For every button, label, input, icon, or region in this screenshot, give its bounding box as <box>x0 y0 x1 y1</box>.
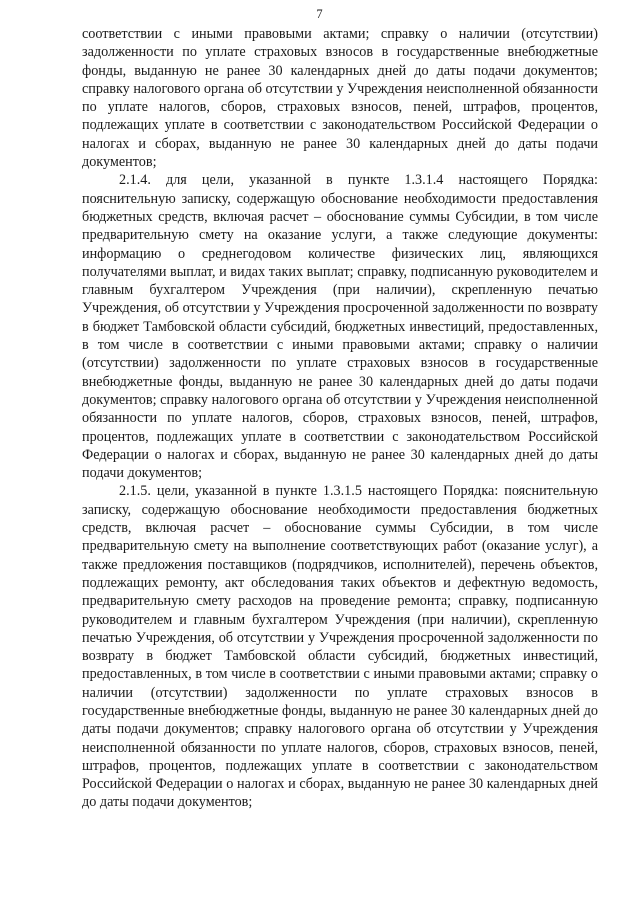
paragraph-2-1-5: 2.1.5. цели, указанной в пункте 1.3.1.5 настоящего Порядка: пояснительную записку, содержащую обоснование необходимости предоставления бюджетных средств, включая расчет – обоснование суммы Субсидии, в том числе предварительную смету на выполнение соответствующих работ (оказание услуг), а также предложения поставщиков (подрядчиков, исполнителей), перечень объектов, подлежащих ремонту, акт обследования таких объектов и дефектную ведомость, предварительную смету расходов на проведение ремонта; справку, подписанную руководителем и главным бухгалтером Учреждения (при наличии), скрепленную печатью Учреждения, об отсутствии у Учреждения просроченной задолженности по возврату в бюджет Тамбовской области субсидий, бюджетных инвестиций, предоставленных, в том числе в соответствии с иными правовыми актами; справку о наличии (отсутствии) задолженности по уплате страховых взносов в государственные внебюджетные фонды, выданную не ранее 30 календарных дней до даты подачи документов; справку налогового органа об отсутствии у Учреждения неисполненной обязанности по уплате налогов, сборов, страховых взносов, пеней, штрафов, процентов, подлежащих уплате в соответствии с законодательством Российской Федерации о налогах и сборах, выданную не ранее 30 календарных дней до даты подачи документов; <box>82 483 598 811</box>
paragraph-2-1-4: 2.1.4. для цели, указанной в пункте 1.3.1.4 настоящего Порядка: пояснительную записку, содержащую обоснование необходимости предоставления бюджетных средств, включая расчет – обоснование суммы Субсидии, в том числе предварительную смету на оказание услуги, а также следующие документы: информацию о среднегодовом количестве физических лиц, являющихся получателями выплат, и видах таких выплат; справку, подписанную руководителем и главным бухгалтером Учреждения (при наличии), скрепленную печатью Учреждения, об отсутствии у Учреждения просроченной задолженности по возврату в бюджет Тамбовской области субсидий, бюджетных инвестиций, предоставленных, в том числе в соответствии с иными правовыми актами; справку о наличии (отсутствии) задолженности по уплате страховых взносов в государственные внебюджетные фонды, выданную не ранее 30 календарных дней до даты подачи документов; справку налогового органа об отсутствии у Учреждения неисполненной обязанности по уплате налогов, сборов, страховых взносов, пеней, штрафов, процентов, подлежащих уплате в соответствии с законодательством Российской Федерации о налогах и сборах, выданную не ранее 30 календарных дней до даты подачи документов; <box>82 172 598 482</box>
page-number: 7 <box>316 7 323 21</box>
paragraph-continuation: соответствии с иными правовыми актами; справку о наличии (отсутствии) задолженности по уплате страховых взносов в государственные внебюджетные фонды, выданную не ранее 30 календарных дней до даты подачи документов; справку налогового органа об отсутствии у Учреждения неисполненной обязанности по уплате налогов, сборов, страховых взносов, пеней, штрафов, процентов, подлежащих уплате в соответствии с законодательством Российской Федерации о налогах и сборах, выданную не ранее 30 календарных дней до даты подачи документов; <box>82 26 598 171</box>
document-body <box>82 25 598 812</box>
